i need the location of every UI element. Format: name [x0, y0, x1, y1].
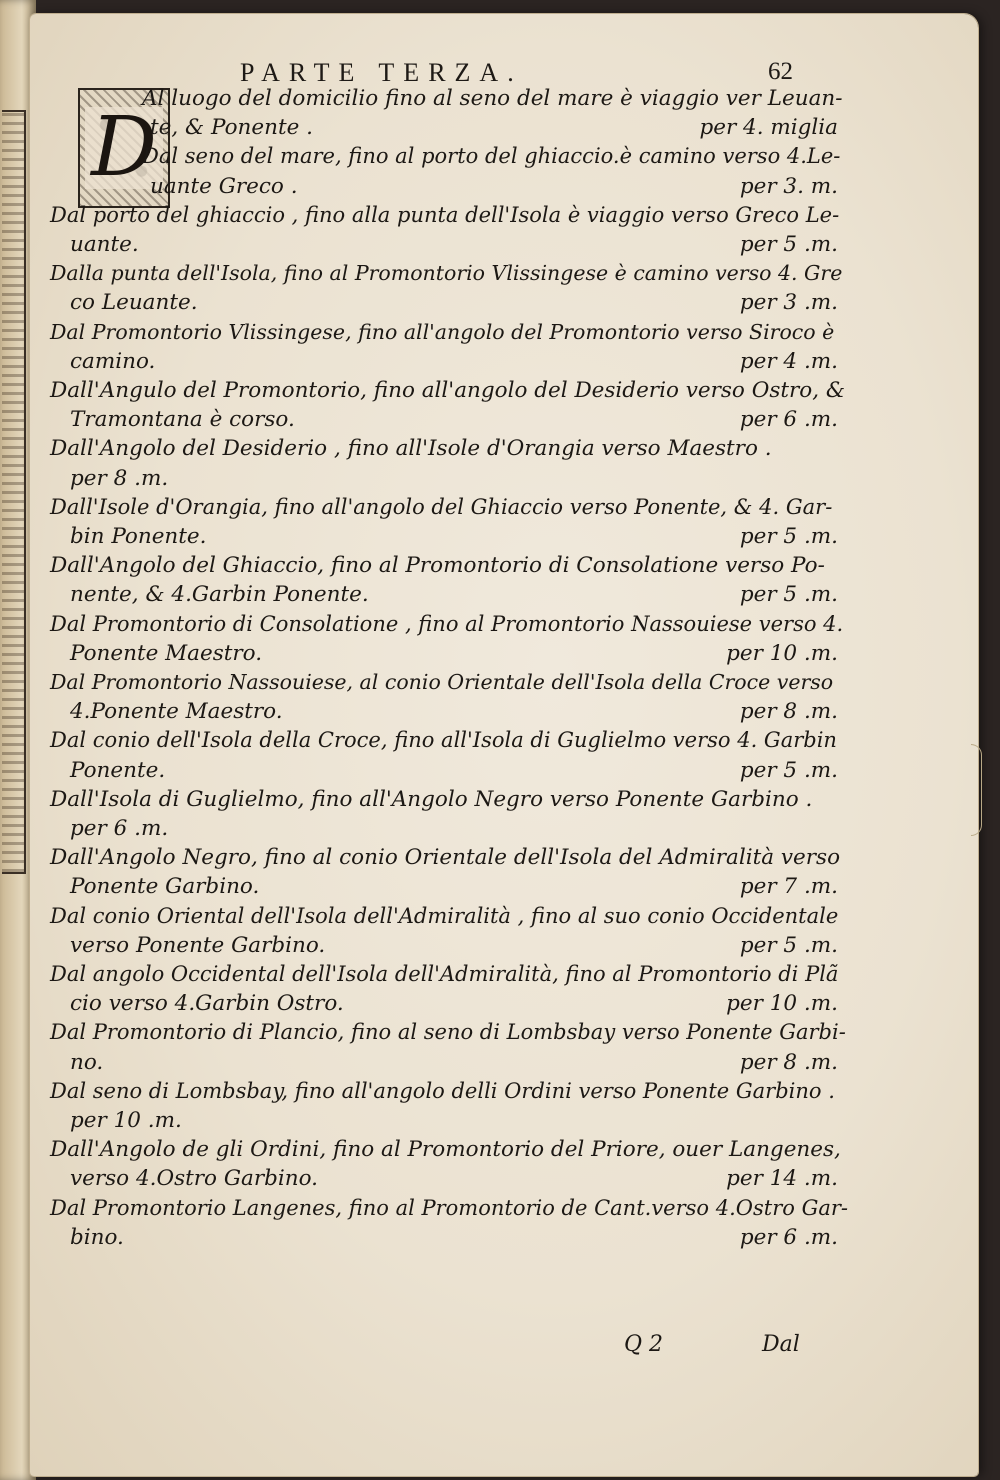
entry-distance: per 5 .m.	[739, 524, 838, 549]
facing-page-border-ornament	[2, 110, 26, 874]
entry-line-2: 4.Ponente Maestro.	[70, 699, 283, 725]
entry-distance: per 14 .m.	[726, 1166, 838, 1192]
entry-distance: per 4 .m.	[739, 348, 838, 374]
entry-line-1: Dal Promontorio Vlissingese, fino all'angolo del Promontorio verso Siroco è	[50, 319, 835, 344]
entry-line-2: cio verso 4.Garbin Ostro.	[70, 991, 344, 1017]
entry-line-1: Dalla punta dell'Isola, fino al Promontorio Vlissingese è camino verso 4. Gre	[50, 261, 843, 286]
entry-distance: per 6 .m.	[739, 407, 838, 433]
page-number: 62	[768, 58, 793, 85]
entry-line-1: Dall'Angolo de gli Ordini, fino al Promontorio del Priore, ouer Langenes,	[50, 1137, 841, 1163]
entry-line-2: uante Greco .	[150, 173, 298, 199]
entry-line-2: bin Ponente.	[70, 524, 207, 549]
entry-line-2: verso Ponente Garbino.	[70, 932, 326, 958]
entry-line-1: Dal Promontorio di Plancio, fino al seno di Lombsbay verso Ponente Garbi-	[50, 1020, 846, 1045]
entry-distance: per 6 .m.	[739, 1224, 838, 1250]
entry-distance: per 3. m.	[739, 173, 838, 199]
entry-distance: per 5 .m.	[739, 582, 838, 608]
entry-line-1: Dal conio dell'Isola della Croce, fino all'Isola di Guglielmo verso 4. Garbin	[50, 728, 837, 753]
entry-line-2: Ponente Garbino.	[70, 874, 260, 900]
entry-distance: per 10 .m.	[726, 640, 838, 666]
entry-distance: per 7 .m.	[739, 874, 838, 900]
entry-distance: per 8 .m.	[739, 699, 838, 725]
entry-line-1: Dal Promontorio Nassouiese, al conio Orientale dell'Isola della Croce verso	[50, 670, 834, 694]
entry-line-2: no.	[70, 1049, 104, 1075]
running-head: PARTE TERZA.	[240, 58, 523, 87]
entry-line-2: per 8 .m.	[70, 465, 169, 491]
entry-line-2: te, & Ponente .	[150, 115, 313, 141]
entry-line-2: Tramontana è corso.	[70, 407, 295, 433]
page-fold-edge	[971, 744, 982, 836]
entry-distance: per 5 .m.	[739, 932, 838, 958]
entry-line-1: Dall'Angulo del Promontorio, fino all'angolo del Desiderio verso Ostro, &	[50, 378, 846, 403]
entry-line-1: Dal angolo Occidental dell'Isola dell'Admiralità, fino al Promontorio di Plã	[50, 962, 839, 986]
entry-distance: per 8 .m.	[739, 1049, 838, 1075]
entry-distance: per 5 .m.	[739, 757, 838, 783]
catchword: Dal	[762, 1332, 800, 1357]
entry-line-2: co Leuante.	[70, 290, 198, 316]
entry-line-1: Dall'Isole d'Orangia, fino all'angolo del Ghiaccio verso Ponente, & 4. Gar-	[50, 494, 833, 519]
entry-line-1: Dal seno di Lombsbay, fino all'angolo delli Ordini verso Ponente Garbino .	[50, 1078, 835, 1103]
entry-line-1: Dall'Isola di Guglielmo, fino all'Angolo Negro verso Ponente Garbino .	[50, 786, 813, 812]
entry-line-1: Dal Promontorio Langenes, fino al Promontorio de Cant.verso 4.Ostro Gar-	[50, 1195, 848, 1220]
entry-line-2: per 10 .m.	[70, 1108, 182, 1133]
entry-line-2: uante.	[70, 232, 139, 257]
entry-line-1: Dal conio Oriental dell'Isola dell'Admiralità , fino al suo conio Occidentale	[50, 903, 839, 928]
entry-line-1: Dal seno del mare, fino al porto del ghiaccio.è camino verso 4.Le-	[142, 144, 841, 169]
entry-line-2: nente, & 4.Garbin Ponente.	[70, 582, 369, 608]
entry-line-1: Dal Promontorio di Consolatione , fino al Promontorio Nassouiese verso 4.	[50, 611, 844, 636]
entry-line-2: verso 4.Ostro Garbino.	[70, 1166, 318, 1192]
entry-line-1: Al luogo del domicilio fino al seno del mare è viaggio ver Leuan-	[142, 86, 843, 111]
entry-distance: per 10 .m.	[726, 991, 838, 1017]
entry-line-2: camino.	[70, 348, 156, 374]
entry-line-2: Ponente.	[70, 757, 166, 783]
entry-line-2: Ponente Maestro.	[70, 640, 263, 666]
entry-line-1: Dall'Angolo del Desiderio , fino all'Isole d'Orangia verso Maestro .	[50, 436, 772, 462]
entry-line-1: Dall'Angolo Negro, fino al conio Orientale dell'Isola del Admiralità verso	[50, 845, 841, 871]
signature-mark: Q 2	[624, 1332, 664, 1357]
entry-line-2: bino.	[70, 1224, 124, 1250]
entry-distance: per 4. miglia	[699, 115, 838, 141]
book-page	[30, 14, 978, 1476]
entry-line-1: Dall'Angolo del Ghiaccio, fino al Promontorio di Consolatione verso Po-	[50, 553, 825, 579]
initial-letter: D	[85, 107, 163, 189]
entry-distance: per 5 .m.	[739, 232, 838, 257]
entry-line-2: per 6 .m.	[70, 816, 169, 841]
entry-distance: per 3 .m.	[739, 290, 838, 316]
entry-line-1: Dal porto del ghiaccio , fino alla punta dell'Isola è viaggio verso Greco Le-	[50, 202, 840, 227]
